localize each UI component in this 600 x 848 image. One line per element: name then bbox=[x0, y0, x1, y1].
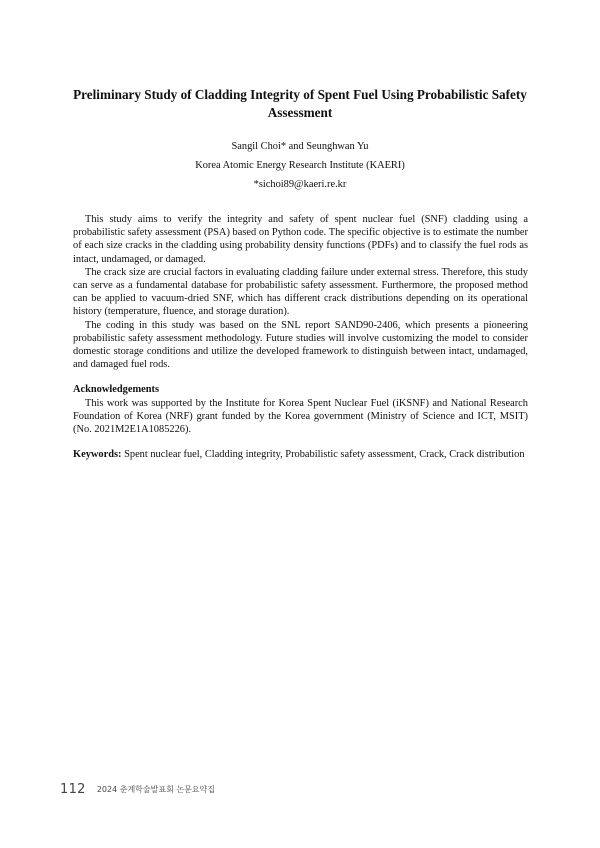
affiliation: Korea Atomic Energy Research Institute (KAERI) bbox=[195, 160, 405, 171]
acknowledgements-text: This work was supported by the Institute for Korea Spent Nuclear Fuel (iKSNF) and National Research Foundation of Korea (NRF) grant funded by the Korea government (Ministry of Science and ICT, MSIT) (No. 2021M2E1A1085226). bbox=[73, 397, 528, 436]
page-footer bbox=[60, 778, 215, 798]
page-number: 112 bbox=[60, 782, 86, 797]
abstract-paragraph-2: The crack size are crucial factors in evaluating cladding failure under external stress. Therefore, this study can serve as a fundamental database for probabilistic safety assessment. Furthermore, the proposed method can be applied to vacuum-dried SNF, which has different crack distributions depending on its operational history (temperature, fluence, and storage duration). bbox=[73, 266, 528, 318]
keywords-label: Keywords: bbox=[73, 449, 122, 461]
keywords-section bbox=[73, 448, 528, 461]
abstract-paragraph-3: The coding in this study was based on the SNL report SAND90-2406, which presents a pioneering probabilistic safety assessment methodology. Future studies will involve customizing the model to consider domestic storage conditions and utilize the developed framework to distinguish between intact, undamaged, and damaged fuel rods. bbox=[73, 319, 528, 371]
corresponding-email: *sichoi89@kaeri.re.kr bbox=[253, 179, 347, 190]
abstract-body bbox=[73, 213, 528, 461]
abstract-paragraph-1: This study aims to verify the integrity and safety of spent nuclear fuel (SNF) cladding using a probabilistic safety assessment (PSA) based on Python code. The specific objective is to estimate the number of each size cracks in the cladding using probability density functions (PDFs) and to classify the fuel rods as intact, undamaged, or damaged. bbox=[73, 214, 528, 265]
keywords-text: Spent nuclear fuel, Cladding integrity, Probabilistic safety assessment, Crack, Crack distribution bbox=[124, 449, 525, 461]
author-list: Sangil Choi* and Seunghwan Yu bbox=[231, 141, 369, 152]
paper-title: Preliminary Study of Cladding Integrity of Spent Fuel Using Probabilistic Safety Assessment bbox=[73, 87, 527, 120]
acknowledgements-heading: Acknowledgements bbox=[73, 384, 160, 396]
proceedings-name: 2024 춘계학술발표회 논문요약집 bbox=[96, 785, 215, 794]
